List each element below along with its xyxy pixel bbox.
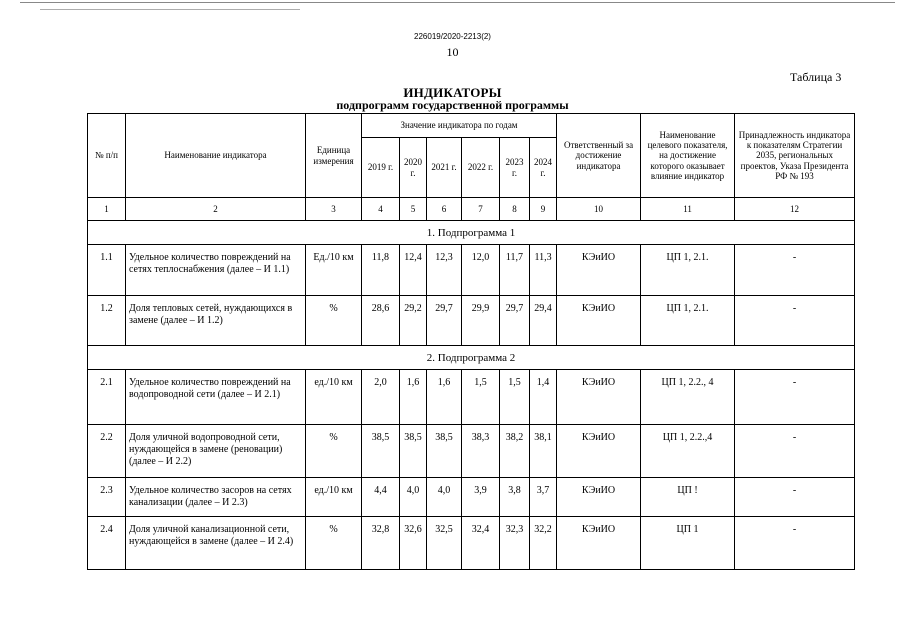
table-label: Таблица 3 [790,70,842,84]
column-number: 4 [362,198,400,221]
value-2023: 11,7 [500,245,530,296]
indicator-name: Доля уличной водопроводной сети, нуждающейся в замене (реновации) (далее – И 2.2) [126,425,306,478]
value-2022: 1,5 [462,370,500,425]
table-row [88,425,855,478]
value-2019: 38,5 [362,425,400,478]
responsible: КЭиИО [557,370,641,425]
column-number: 8 [500,198,530,221]
column-number: 6 [427,198,462,221]
responsible: КЭиИО [557,517,641,570]
target-indicator: ЦП 1, 2.2.,4 [641,425,735,478]
header-year: 2023 г. [500,138,530,198]
header-name: Наименование индикатора [126,114,306,198]
section-row [88,221,855,245]
header-years-group: Значение индикатора по годам [362,114,557,138]
target-indicator: ЦП 1 [641,517,735,570]
value-2024: 1,4 [530,370,557,425]
header-num: № п/п [88,114,126,198]
unit: ед./10 км [306,478,362,517]
value-2020: 4,0 [400,478,427,517]
column-number: 12 [735,198,855,221]
value-2023: 32,3 [500,517,530,570]
column-number: 10 [557,198,641,221]
indicator-name: Доля тепловых сетей, нуждающихся в замене (далее – И 1.2) [126,296,306,346]
scan-top-rule [20,2,895,3]
page-title: ИНДИКАТОРЫ [403,85,502,100]
unit: Ед./10 км [306,245,362,296]
header-responsible: Ответственный за достижение индикатора [557,114,641,198]
unit: ед./10 км [306,370,362,425]
table-row [88,296,855,346]
target-indicator: ЦП 1, 2.2., 4 [641,370,735,425]
value-2020: 12,4 [400,245,427,296]
responsible: КЭиИО [557,478,641,517]
header-strategy: Принадлежность индикатора к показателям Стратегии 2035, региональных проектов, Указа Президента РФ № 193 [735,114,855,198]
strategy-membership: - [735,478,855,517]
column-number: 5 [400,198,427,221]
value-2022: 29,9 [462,296,500,346]
strategy-membership: - [735,245,855,296]
value-2019: 28,6 [362,296,400,346]
row-number: 2.3 [88,478,126,517]
value-2019: 32,8 [362,517,400,570]
value-2024: 32,2 [530,517,557,570]
row-number: 1.1 [88,245,126,296]
header-target: Наименование целевого показателя, на достижение которого оказывает влияние индикатор [641,114,735,198]
value-2023: 3,8 [500,478,530,517]
row-number: 2.2 [88,425,126,478]
value-2021: 4,0 [427,478,462,517]
row-number: 2.4 [88,517,126,570]
value-2021: 29,7 [427,296,462,346]
value-2019: 4,4 [362,478,400,517]
header-unit: Единица измерения [306,114,362,198]
column-number: 1 [88,198,126,221]
value-2024: 29,4 [530,296,557,346]
section-title: 1. Подпрограмма 1 [88,221,855,245]
value-2022: 3,9 [462,478,500,517]
row-number: 2.1 [88,370,126,425]
strategy-membership: - [735,296,855,346]
indicator-name: Удельное количество повреждений на сетях теплоснабжения (далее – И 1.1) [126,245,306,296]
value-2024: 38,1 [530,425,557,478]
indicator-name: Удельное количество повреждений на водопроводной сети (далее – И 2.1) [126,370,306,425]
value-2021: 32,5 [427,517,462,570]
value-2024: 11,3 [530,245,557,296]
page-number: 10 [446,45,459,59]
value-2020: 38,5 [400,425,427,478]
table-row [88,517,855,570]
responsible: КЭиИО [557,425,641,478]
strategy-membership: - [735,517,855,570]
target-indicator: ЦП ! [641,478,735,517]
value-2023: 1,5 [500,370,530,425]
column-number: 7 [462,198,500,221]
value-2023: 38,2 [500,425,530,478]
row-number: 1.2 [88,296,126,346]
value-2020: 29,2 [400,296,427,346]
table-row [88,478,855,517]
value-2022: 38,3 [462,425,500,478]
value-2019: 11,8 [362,245,400,296]
indicator-name: Удельное количество засоров на сетях канализации (далее – И 2.3) [126,478,306,517]
header-year: 2020 г. [400,138,427,198]
column-number: 9 [530,198,557,221]
value-2020: 32,6 [400,517,427,570]
value-2024: 3,7 [530,478,557,517]
value-2022: 32,4 [462,517,500,570]
value-2023: 29,7 [500,296,530,346]
value-2021: 38,5 [427,425,462,478]
indicators-table [87,113,855,570]
header-year: 2024 г. [530,138,557,198]
target-indicator: ЦП 1, 2.1. [641,296,735,346]
responsible: КЭиИО [557,245,641,296]
header-year: 2022 г. [462,138,500,198]
page-subtitle: подпрограмм государственной программы [336,98,569,112]
value-2021: 12,3 [427,245,462,296]
table-row [88,245,855,296]
column-number: 2 [126,198,306,221]
unit: % [306,517,362,570]
value-2022: 12,0 [462,245,500,296]
header-year: 2019 г. [362,138,400,198]
table-row [88,370,855,425]
unit: % [306,425,362,478]
unit: % [306,296,362,346]
registration-number: 226019/2020-2213(2) [414,32,491,41]
section-row [88,346,855,370]
section-title: 2. Подпрограмма 2 [88,346,855,370]
target-indicator: ЦП 1, 2.1. [641,245,735,296]
header-year: 2021 г. [427,138,462,198]
scan-top-rule-short [40,9,300,10]
column-number-row [88,198,855,221]
strategy-membership: - [735,370,855,425]
value-2021: 1,6 [427,370,462,425]
strategy-membership: - [735,425,855,478]
column-number: 3 [306,198,362,221]
column-number: 11 [641,198,735,221]
indicator-name: Доля уличной канализационной сети, нуждающейся в замене (далее – И 2.4) [126,517,306,570]
responsible: КЭиИО [557,296,641,346]
header-row-top [88,114,855,138]
value-2019: 2,0 [362,370,400,425]
value-2020: 1,6 [400,370,427,425]
